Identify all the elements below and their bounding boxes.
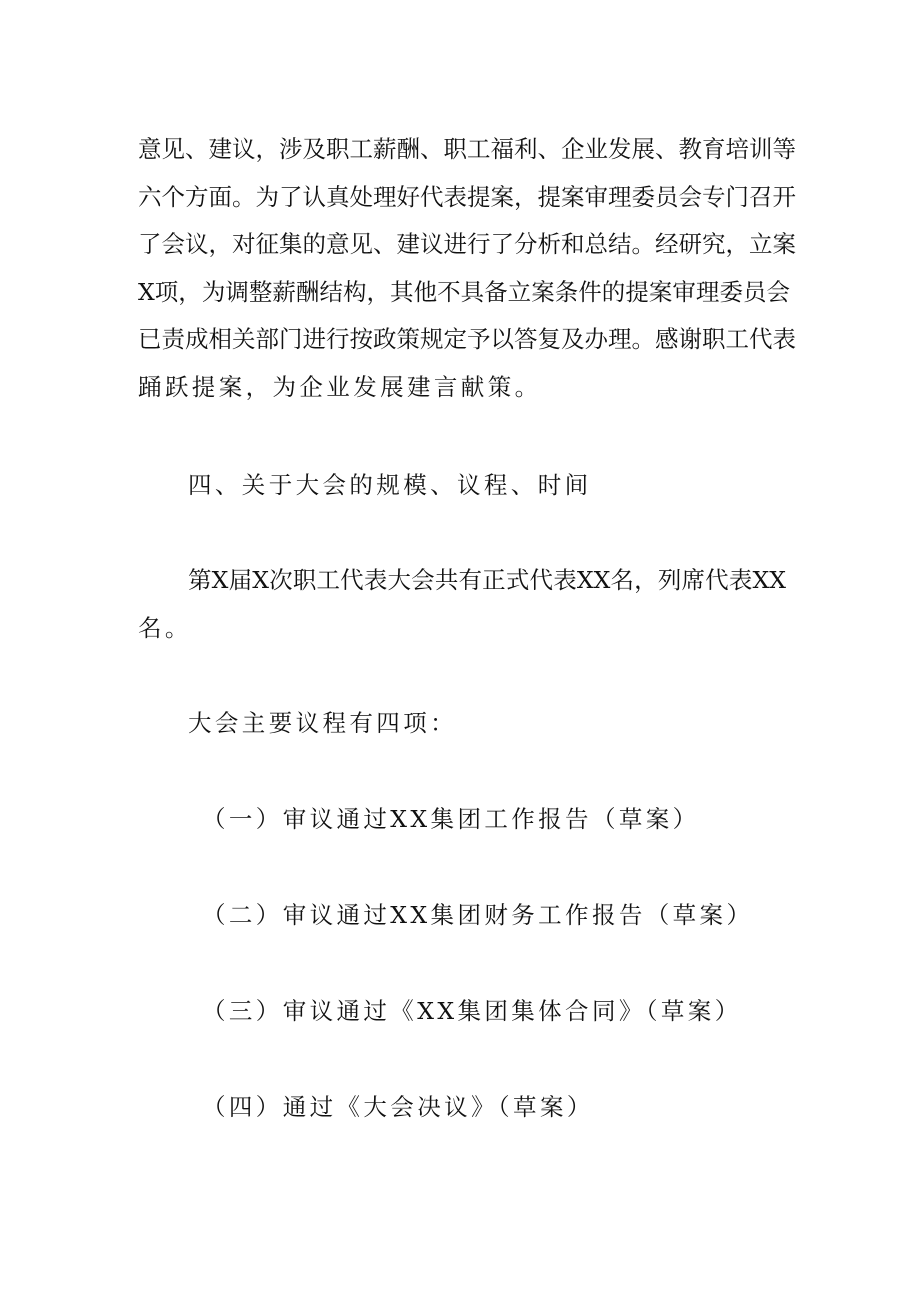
- agenda-intro: 大会主要议程有四项：: [188, 709, 457, 737]
- paragraph-representatives: [138, 557, 786, 652]
- paragraph-line: 踊跃提案，为企业发展建言献策。: [138, 372, 542, 401]
- section-heading: 四、关于大会的规模、议程、时间: [188, 471, 592, 499]
- agenda-item: （一）审议通过XX集团工作报告（草案）: [202, 805, 700, 833]
- paragraph-line: X项，为调整薪酬结构，其他不具备立案条件的提案审理委员会: [138, 277, 790, 306]
- paragraph-line: 了会议，对征集的意见、建议进行了分析和总结。经研究，立案: [138, 230, 796, 258]
- agenda-item: （四）通过《大会决议》（草案）: [202, 1093, 594, 1121]
- paragraph-line: 已责成相关部门进行按政策规定予以答复及办理。感谢职工代表: [138, 325, 796, 353]
- paragraph-line: 名。: [138, 613, 192, 642]
- paragraph-proposals: [138, 126, 796, 411]
- agenda-item: （三）审议通过《XX集团集体合同》（草案）: [202, 997, 742, 1025]
- paragraph-line: 六个方面。为了认真处理好代表提案，提案审理委员会专门召开: [138, 182, 796, 211]
- paragraph-line: 第X届X次职工代表大会共有正式代表XX名，列席代表XX: [188, 566, 786, 594]
- agenda-item: （二）审议通过XX集团财务工作报告（草案）: [202, 901, 754, 929]
- paragraph-line: 意见、建议，涉及职工薪酬、职工福利、企业发展、教育培训等: [138, 135, 796, 163]
